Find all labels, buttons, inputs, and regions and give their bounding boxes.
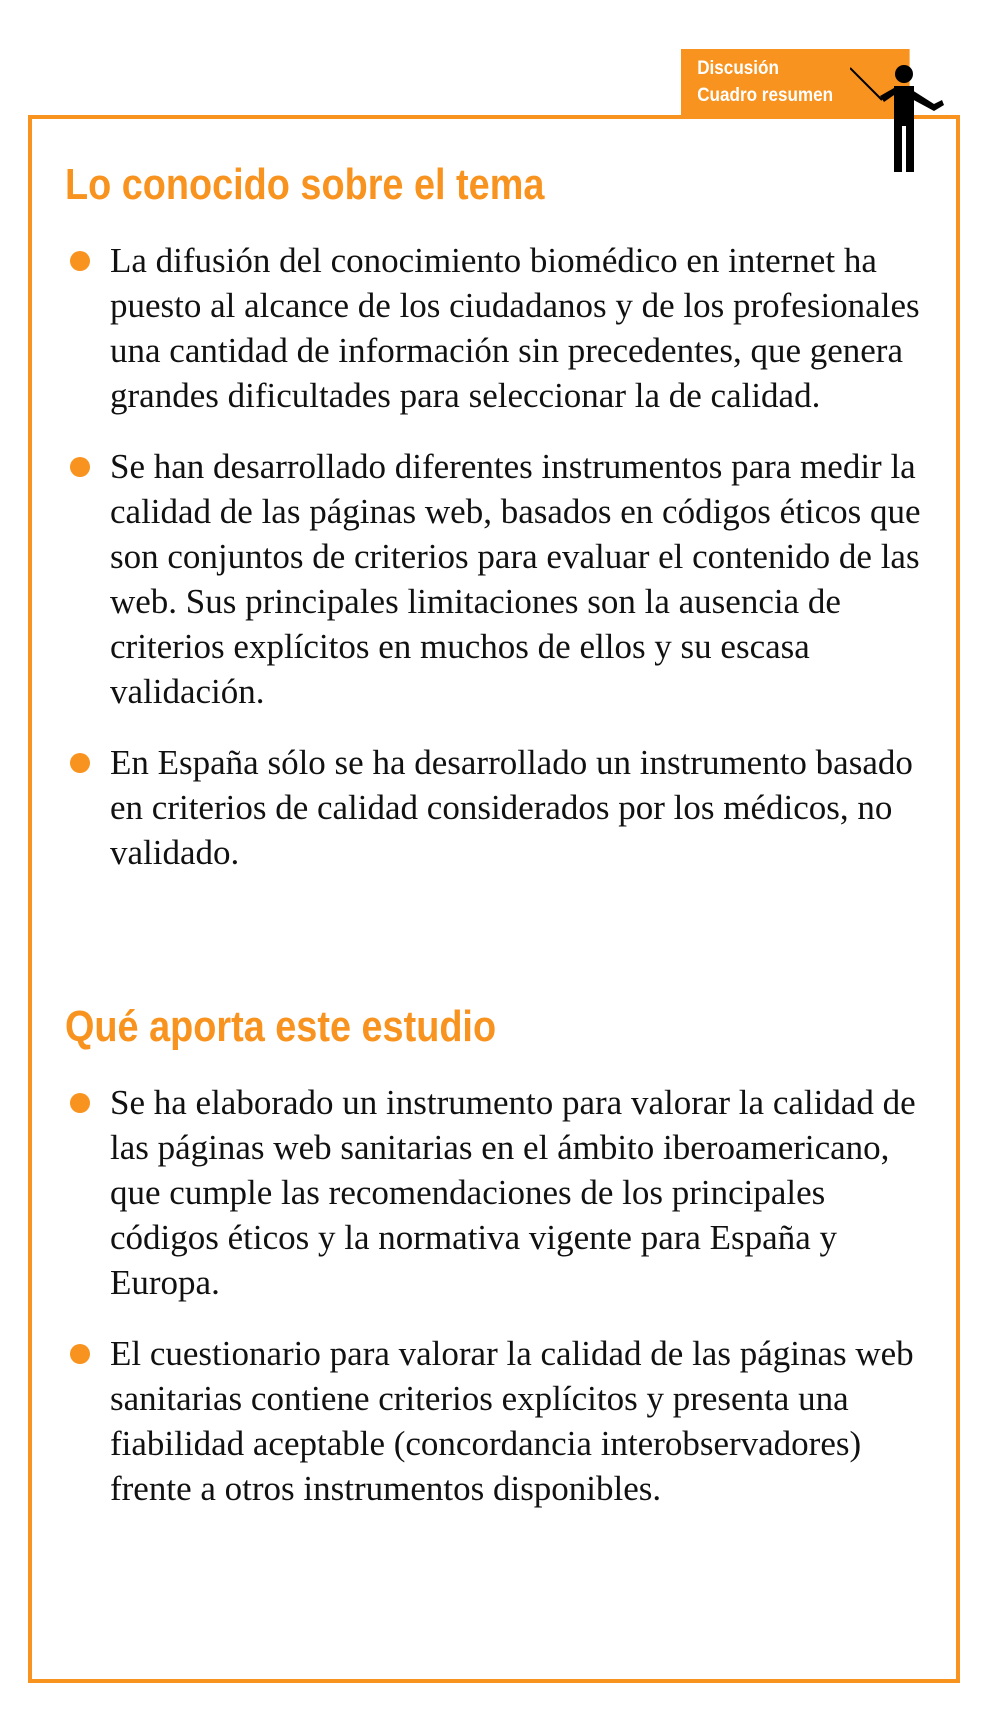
bullet-icon bbox=[70, 251, 90, 271]
bullet-icon bbox=[70, 1093, 90, 1113]
list-item: Se ha elaborado un instrumento para valorar la calidad de las páginas web sanitarias en el ámbito iberoamericano, que cumple las recomendaciones de los principales códigos éticos y la normativa vigente para España y Europa. bbox=[110, 1080, 930, 1305]
tag-line-summary: Cuadro resumen bbox=[697, 85, 834, 106]
bullet-icon bbox=[70, 1344, 90, 1364]
list-item: En España sólo se ha desarrollado un instrumento basado en criterios de calidad considerados por los médicos, no validado. bbox=[110, 740, 930, 875]
section-title-known: Lo conocido sobre el tema bbox=[65, 160, 545, 209]
section-title-contribution: Qué aporta este estudio bbox=[65, 1002, 497, 1051]
contribution-list bbox=[110, 1080, 930, 1537]
bullet-icon bbox=[70, 753, 90, 773]
tag-line-discussion: Discusión bbox=[697, 58, 779, 79]
list-item: Se han desarrollado diferentes instrumentos para medir la calidad de las páginas web, basados en códigos éticos que son conjuntos de criterios para evaluar el contenido de las web. Sus principales limitaciones son la ausencia de criterios explícitos en muchos de ellos y su escasa validación. bbox=[110, 444, 930, 714]
bullet-icon bbox=[70, 457, 90, 477]
list-item: La difusión del conocimiento biomédico en internet ha puesto al alcance de los ciudadanos y de los profesionales una cantidad de información sin precedentes, que genera grandes dificultades para seleccionar la de calidad. bbox=[110, 238, 930, 418]
known-list bbox=[110, 238, 930, 901]
list-item: El cuestionario para valorar la calidad de las páginas web sanitarias contiene criterios explícitos y presenta una fiabilidad aceptable (concordancia interobservadores) frente a otros instrumentos disponibles. bbox=[110, 1331, 930, 1511]
presenter-pointer-icon bbox=[850, 60, 950, 175]
